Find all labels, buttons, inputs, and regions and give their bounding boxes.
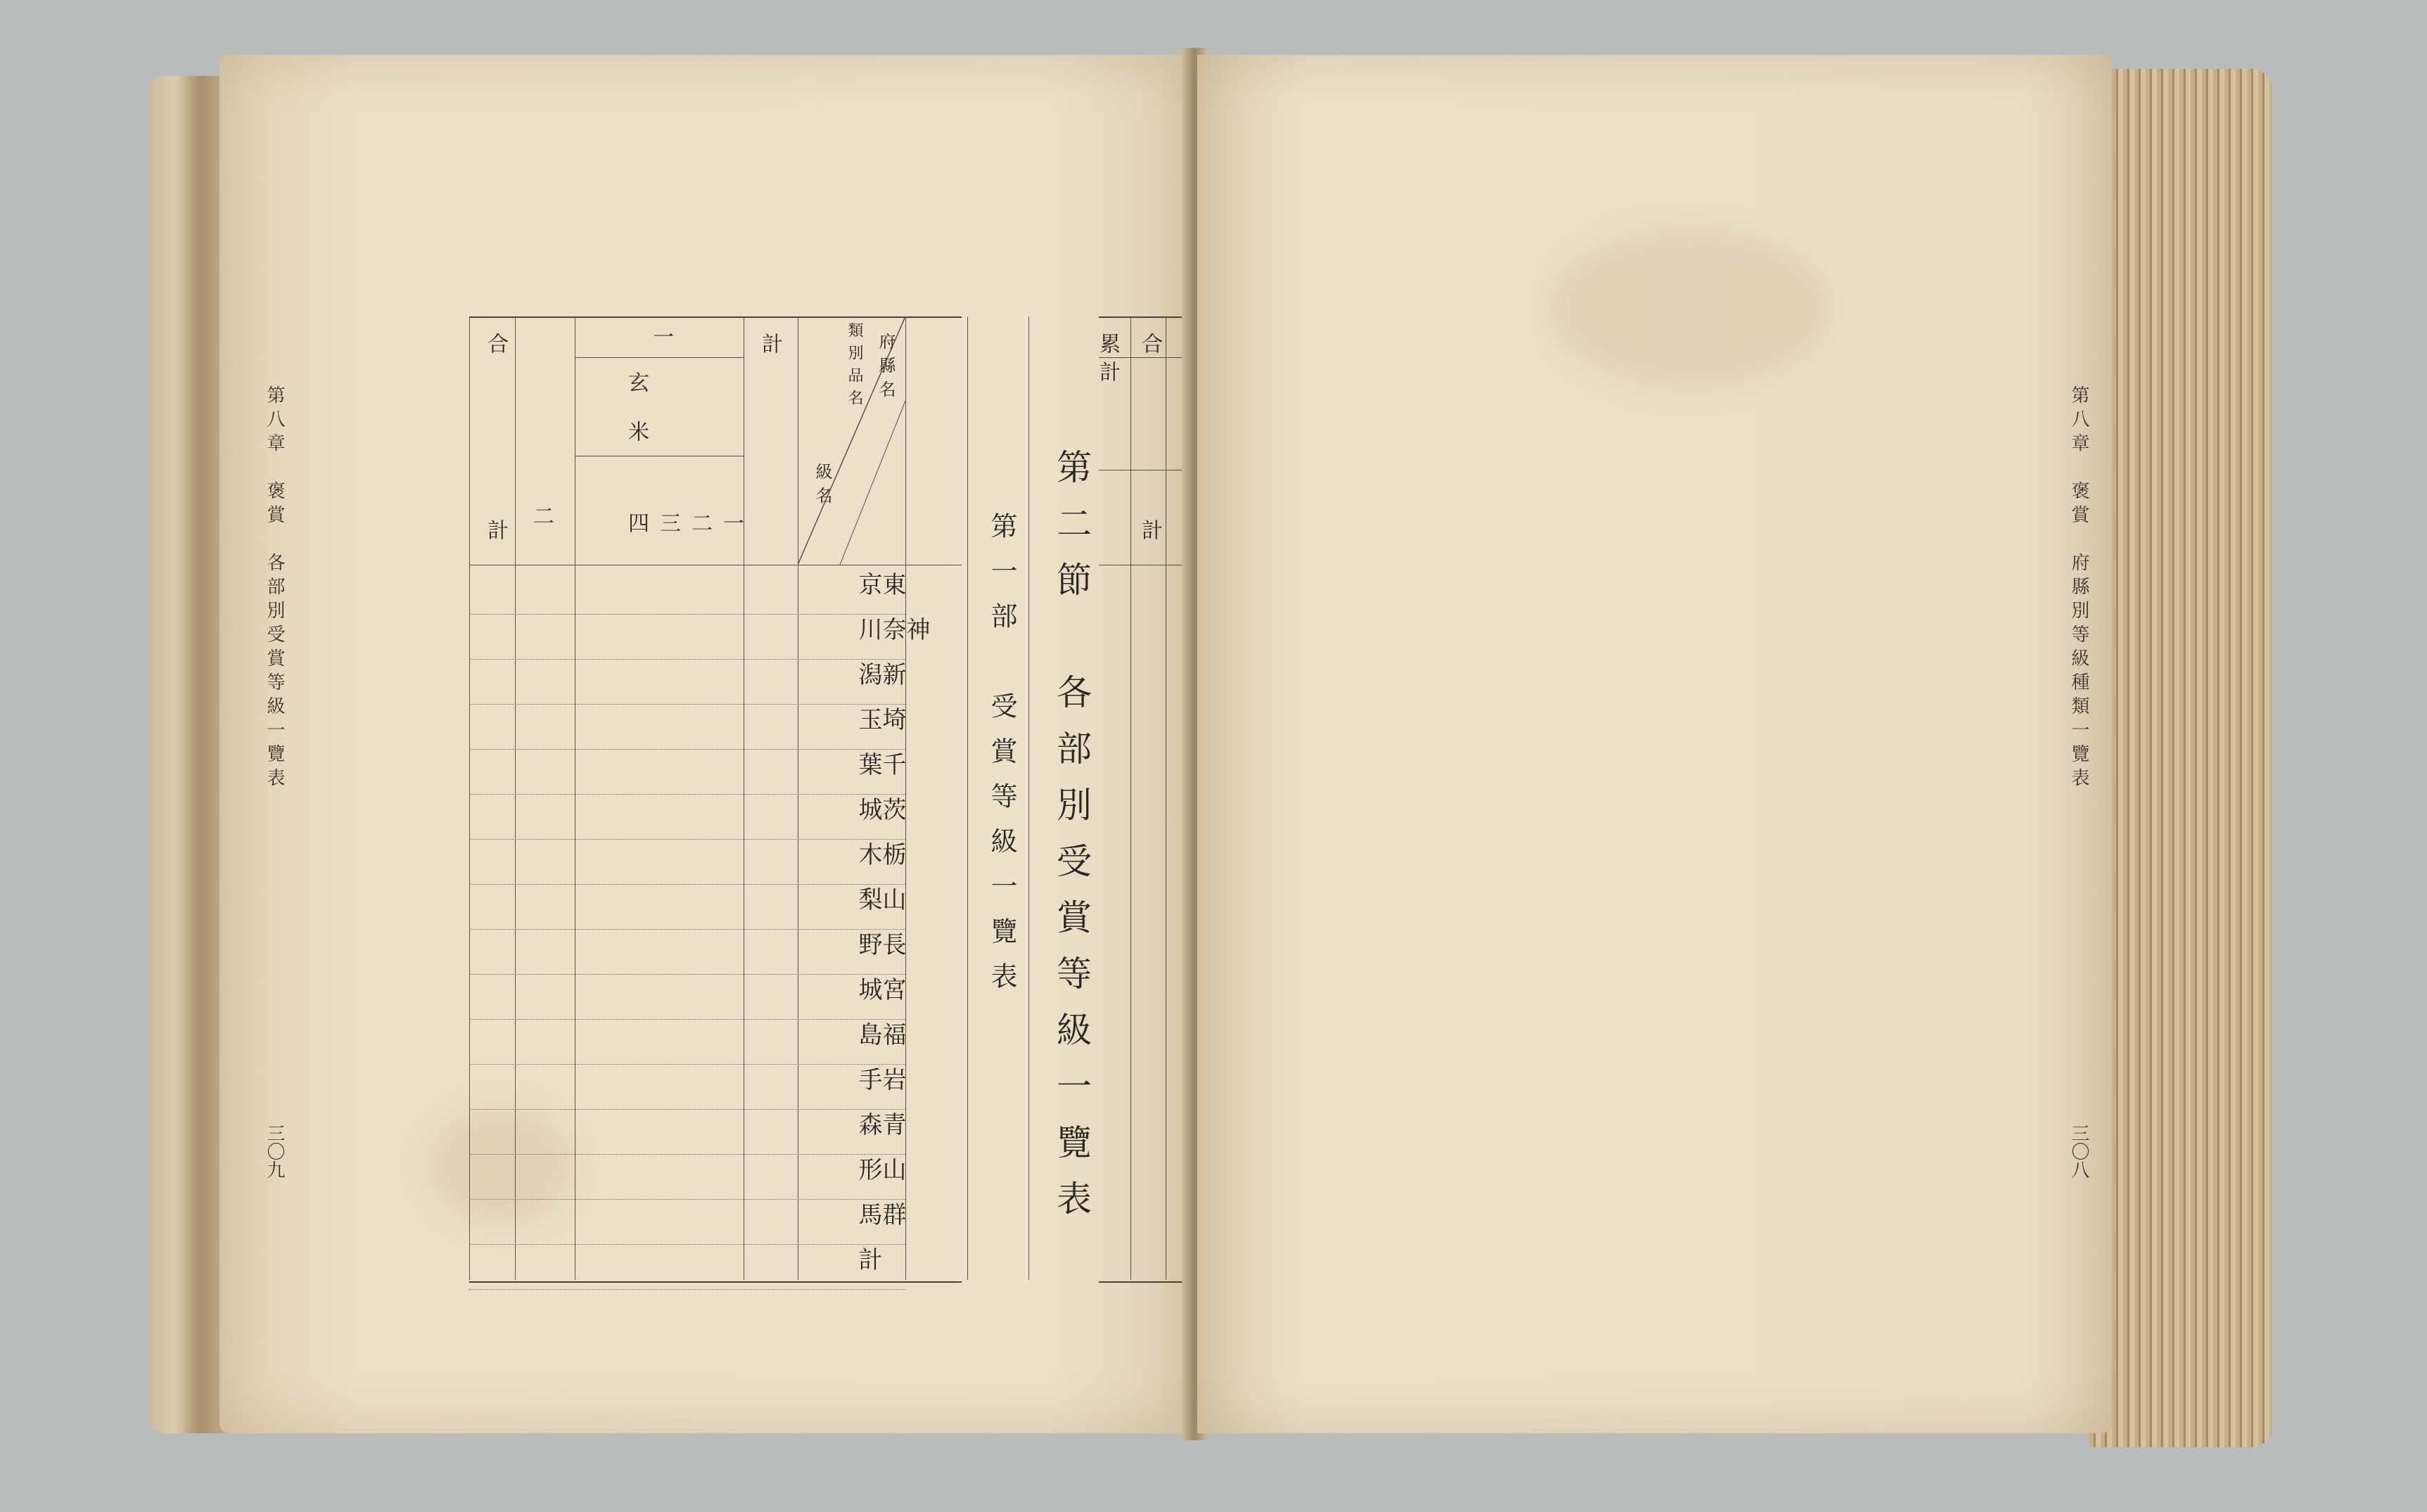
table-rule xyxy=(1130,316,1131,1280)
prefecture-name: 新潟 xyxy=(854,662,906,686)
row-rule xyxy=(469,1064,905,1065)
grade-subcolumn-label: 三 xyxy=(656,512,680,540)
prefecture-name: 青森 xyxy=(854,1112,906,1136)
sum-label: 合 xyxy=(1138,333,1162,361)
prefecture-name: 千葉 xyxy=(854,752,906,776)
prefecture-name: 山形 xyxy=(854,1157,906,1181)
table-rule xyxy=(515,316,516,1280)
chapter-label: 第八章 xyxy=(264,385,285,457)
table-rule xyxy=(575,357,744,358)
prefecture-name: 東京 xyxy=(854,572,906,596)
row-rule xyxy=(469,884,905,885)
prefecture-name: 埼玉 xyxy=(854,707,906,731)
grade-subcolumn-label: 四 xyxy=(624,512,649,540)
prefecture-name: 神奈川 xyxy=(854,617,930,641)
row-rule xyxy=(469,1199,905,1200)
prefecture-name: 栃木 xyxy=(854,842,906,866)
chapter-name: 褒賞 xyxy=(2068,481,2089,529)
prefecture-name: 群馬 xyxy=(854,1202,906,1226)
row-rule xyxy=(469,794,905,795)
section-title: 第二節 各部別受賞等級一覽表 xyxy=(1051,449,1092,1236)
grade-subcolumn-label: 二 xyxy=(687,512,712,540)
grade-label: 一 xyxy=(649,326,673,354)
prefecture-name: 岩手 xyxy=(854,1067,906,1091)
corner-bottom-label: 級名 xyxy=(813,463,832,511)
corner-top-label: 府縣名 xyxy=(876,333,896,404)
row-rule xyxy=(469,1289,905,1290)
table-rule xyxy=(967,316,968,1280)
prefecture-name: 福島 xyxy=(854,1022,906,1046)
chapter-label: 第八章 xyxy=(2068,385,2089,457)
left-running-head xyxy=(262,385,288,792)
chapter-name: 褒賞 xyxy=(264,481,285,529)
table-rule xyxy=(469,316,470,1280)
cumulative-label: 累計 xyxy=(1095,333,1120,389)
right-folio: 三〇八 xyxy=(2068,1124,2089,1179)
table-title: 第一部 受賞等級一覽表 xyxy=(986,512,1017,1007)
row-rule xyxy=(469,1154,905,1155)
right-page xyxy=(1197,55,2112,1433)
prefecture-name: 長野 xyxy=(854,932,906,956)
running-head-title: 府縣別等級種類一覽表 xyxy=(2068,553,2089,792)
paper-stain xyxy=(1549,231,1830,385)
sum-label: 合 xyxy=(483,333,508,361)
grade-subcolumn-label: 一 xyxy=(719,512,744,540)
row-rule xyxy=(469,659,905,660)
total-label: 計 xyxy=(758,333,782,361)
corner-mid-label: 類別品名 xyxy=(846,322,863,412)
row-rule xyxy=(469,704,905,705)
prefecture-name: 茨城 xyxy=(854,797,906,821)
open-book xyxy=(163,48,2251,1454)
row-rule xyxy=(469,839,905,840)
left-folio: 三〇九 xyxy=(264,1124,285,1179)
sum-sub-label: 計 xyxy=(483,519,508,547)
right-running-head xyxy=(2066,385,2092,792)
row-rule xyxy=(469,614,905,615)
row-rule xyxy=(469,749,905,750)
prefecture-name: 計 xyxy=(854,1247,882,1271)
left-page xyxy=(219,55,1190,1433)
product-label: 玄米 xyxy=(624,371,649,470)
row-rule xyxy=(469,1019,905,1020)
row-rule xyxy=(469,974,905,975)
row-rule xyxy=(469,1244,905,1245)
running-head-title: 各部別受賞等級一覽表 xyxy=(264,553,285,792)
prefecture-name: 宮城 xyxy=(854,977,906,1001)
row-rule xyxy=(469,929,905,930)
book-right-edge xyxy=(2089,69,2272,1447)
table-rule xyxy=(1028,316,1029,1280)
extra-col-label: 二 xyxy=(529,505,554,533)
row-rule xyxy=(469,1109,905,1110)
total-label: 計 xyxy=(1138,519,1162,547)
prefecture-name: 山梨 xyxy=(854,887,906,911)
